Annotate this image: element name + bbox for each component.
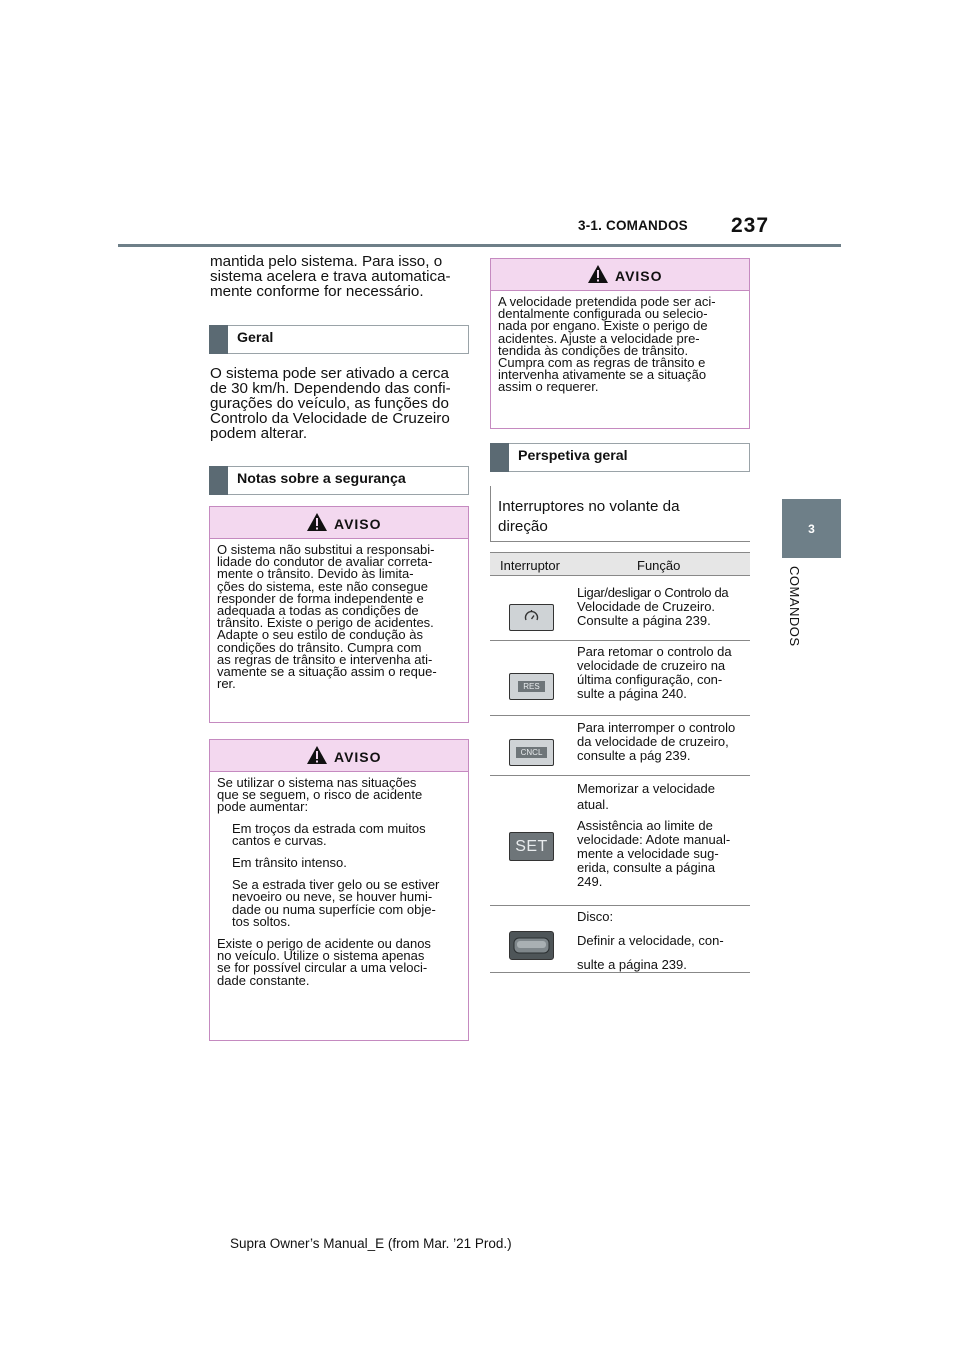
list-item-line: nevoeiro ou neve, se houver humi-: [232, 889, 433, 905]
text-line: mente a velocidade sug-: [577, 846, 719, 861]
cruise-control-onoff-icon: [509, 604, 554, 631]
text-line: tendida às condições de trânsito.: [498, 342, 689, 358]
text-line: consulte a pág 239.: [577, 748, 691, 763]
text-line: atual.: [577, 797, 609, 812]
text-line: nada por engano. Existe o perigo de: [498, 318, 708, 334]
text-line: Assistência ao limite de: [577, 818, 713, 833]
text-line: ções do sistema, este não consegue: [217, 578, 429, 594]
cncl-button-icon: [509, 739, 554, 766]
text-line: se for possível circular a uma veloci-: [217, 960, 428, 976]
header-rule: [118, 244, 841, 247]
text-line: dade constante.: [217, 972, 310, 988]
warning-triangle-icon: [306, 512, 328, 532]
list-item-line: Se a estrada tiver gelo ou se estiver: [232, 877, 440, 893]
text-line: Adapte o seu estilo de condução às: [217, 627, 423, 643]
chapter-tab: [782, 499, 841, 558]
table-cell-function: [577, 781, 749, 889]
list-item-line: tos soltos.: [232, 913, 291, 929]
text-line: Controlo da Velocidade de Cruzeiro: [210, 410, 450, 427]
warning-title: AVISO: [334, 516, 382, 532]
section-title: 3-1. COMANDOS: [578, 218, 688, 233]
rocker-disc-icon: [509, 931, 554, 960]
warning-box: [209, 739, 469, 1041]
text-line: Velocidade de Cruzeiro.: [577, 599, 716, 614]
table-row-divider: [490, 640, 750, 641]
text-line: sistema acelera e trava automatica-: [210, 268, 451, 285]
warning-title: AVISO: [615, 268, 663, 284]
page-number: 237: [731, 214, 770, 237]
rocker-disc-shape: [510, 932, 553, 959]
text-line: Ligar/desligar o Controlo da: [577, 585, 729, 600]
text-line: Interruptores no volante da: [498, 498, 680, 515]
section-header-label: Perspetiva geral: [518, 448, 628, 464]
table-cell-function: [577, 645, 749, 701]
table-title-rule: [490, 541, 750, 542]
text-line: última configuração, con-: [577, 672, 723, 687]
text-line: 249.: [577, 874, 603, 889]
text-line: dentalmente configurada ou selecio-: [498, 306, 708, 322]
text-line: Disco:: [577, 909, 614, 924]
warning-header: [491, 259, 749, 291]
text-line: Memorizar a velocidade: [577, 781, 716, 796]
text-line: velocidade: Adote manual-: [577, 832, 731, 847]
text-line: Cumpra com as regras de trânsito e: [498, 355, 706, 371]
warning-body: [210, 772, 468, 993]
table-cell-function: [577, 721, 749, 763]
text-line: pode aumentar:: [217, 799, 309, 815]
table-cell-function: [577, 586, 749, 628]
text-line: O sistema pode ser ativado a cerca: [210, 365, 449, 382]
text-line: da velocidade de cruzeiro,: [577, 734, 729, 749]
column-header-switch: Interruptor: [500, 558, 560, 573]
section-header-perspetiva: [490, 443, 750, 472]
section-header-notas: [209, 466, 469, 495]
section-header-label: Notas sobre a segurança: [237, 471, 406, 487]
table-title: [498, 497, 748, 537]
text-line: Definir a velocidade, con-: [577, 933, 724, 948]
text-line: direção: [498, 518, 548, 535]
warning-body: [210, 539, 468, 696]
speedometer-icon: [510, 605, 553, 630]
section-header-label: Geral: [237, 330, 274, 346]
list-item-line: Em trânsito intenso.: [232, 855, 347, 871]
warning-header: [210, 740, 468, 772]
table-row-divider: [490, 905, 750, 906]
table-row-divider: [490, 775, 750, 776]
text-line: sulte a página 239.: [577, 957, 687, 972]
text-line: mente o trânsito. Devido às limita-: [217, 566, 414, 582]
warning-triangle-icon: [306, 745, 328, 765]
section-header-bar: [490, 443, 509, 472]
text-line: condições do trânsito. Cumpra com: [217, 639, 422, 655]
text-line: vamente se a situação assim o reque-: [217, 664, 437, 680]
section-header-bar: [209, 466, 228, 495]
table-row-divider: [490, 972, 750, 973]
text-line: mente conforme for necessário.: [210, 283, 424, 300]
text-line: Existe o perigo de acidente ou danos: [217, 936, 431, 952]
list-item-line: Em troços da estrada com muitos: [232, 820, 426, 836]
text-line: gurações do veículo, as funções do: [210, 395, 449, 412]
warning-body: [491, 291, 749, 400]
text-line: as regras de trânsito e intervenha ati-: [217, 651, 433, 667]
set-badge: SET: [515, 837, 548, 855]
res-badge: RES: [518, 681, 545, 692]
section-header-bar: [209, 325, 228, 354]
table-row-divider: [490, 715, 750, 716]
chapter-label: COMANDOS: [787, 566, 802, 647]
text-line: erida, consulte a página: [577, 860, 716, 875]
text-line: mantida pelo sistema. Para isso, o: [210, 253, 443, 270]
footer-text: Supra Owner’s Manual_E (from Mar. ’21 Prod.): [230, 1236, 512, 1251]
table-cell-function: [577, 910, 749, 972]
text-line: rer.: [217, 676, 236, 692]
text-line: podem alterar.: [210, 425, 308, 442]
text-line: trânsito. Existe o perigo de acidentes.: [217, 615, 434, 631]
text-line: assim o requerer.: [498, 379, 599, 395]
text-line: Consulte a página 239.: [577, 613, 711, 628]
text-line: A velocidade pretendida pode ser aci-: [498, 294, 716, 309]
column-header-function: Função: [637, 558, 681, 573]
text-line: Para retomar o controlo da: [577, 644, 732, 659]
text-line: Para interromper o controlo: [577, 720, 736, 735]
text-line: de 30 km/h. Dependendo das confi-: [210, 380, 451, 397]
title-left-rule: [490, 486, 491, 542]
list-item-line: cantos e curvas.: [232, 832, 327, 848]
text-line: Se utilizar o sistema nas situações: [217, 775, 417, 790]
text-line: sulte a página 240.: [577, 686, 687, 701]
section-header-geral: [209, 325, 469, 354]
table-header: [490, 552, 750, 576]
text-line: velocidade de cruzeiro na: [577, 658, 726, 673]
warning-title: AVISO: [334, 749, 382, 765]
warning-triangle-icon: [587, 264, 609, 284]
res-button-icon: [509, 673, 554, 700]
text-line: acidentes. Ajuste a velocidade pre-: [498, 330, 700, 346]
list-item-line: dade ou numa superfície com obje-: [232, 901, 436, 917]
text-line: O sistema não substitui a responsabi-: [217, 542, 435, 557]
text-line: lidade do condutor de avaliar correta-: [217, 554, 433, 570]
warning-box: [490, 258, 750, 429]
warning-box: [209, 506, 469, 723]
intro-paragraph: [210, 254, 480, 299]
geral-paragraph: [210, 366, 480, 441]
text-line: responder de forma independente e: [217, 590, 424, 606]
text-line: adequada a todas as condições de: [217, 603, 419, 619]
cncl-badge: CNCL: [516, 747, 547, 758]
set-button-icon: [509, 832, 554, 861]
text-line: no veículo. Utilize o sistema apenas: [217, 948, 425, 964]
text-line: intervenha ativamente se a situação: [498, 367, 707, 383]
warning-header: [210, 507, 468, 539]
chapter-number: 3: [808, 521, 815, 536]
text-line: que se seguem, o risco de acidente: [217, 787, 423, 803]
